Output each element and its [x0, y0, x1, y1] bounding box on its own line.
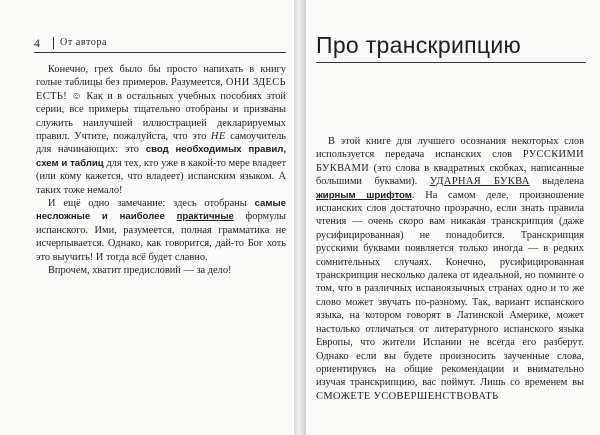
running-head-title: От автора: [60, 37, 108, 48]
text-run: . На самом деле, произношение испанских слов достаточно прозрачно, если знать правила чтения — очень скоро вам никакая транскрипция (даже русифицированная) не понадобится. Транскрипция русскими буквами появляется только иногда — в редких сомнительных случаях. Конечно, русифицированная транскрипция несколько далека от идеальной, но помните о том, что в различных испаноязычных странах одно и то же слово может звучать по-разному. Так, вариант испанского языка, на котором говорят в Латинской Америке, может настолько отличаться от литературного испанского языка Европы, что жители Испании не всегда его разберут. Однако если вы будете произносить заученные слова, ориентируясь на общие рекомендации и внимательно изучая транскрипцию, вас поймут. Лишь со временем вы: [316, 189, 584, 389]
running-head: [34, 36, 284, 52]
running-head-rule: [34, 52, 286, 53]
emphasis-text: ОНИ ЗДЕСЬ ЕСТЬ!: [36, 77, 286, 102]
text-run: самоучитель для начинающих: это: [36, 131, 286, 156]
text-run: выделена: [529, 176, 584, 188]
text-run: ☺ Как и в остальных учебных пособиях этой серии, все примеры тщательно отобраны и призваны служить наилучшей иллюстрацией декларируемых правил. Учтите, пожалуйста, что это: [36, 90, 286, 143]
bold-underlined-text: жирным шрифтом: [316, 189, 412, 201]
page-number: 4: [34, 36, 40, 50]
bold-text: свод необходимых правил, схем и таблиц: [36, 144, 286, 169]
text-run: (это слова в квадратных скобках, написанные большими буквами).: [316, 162, 584, 188]
text-run: формулы испанского. Ими, разумеется, полная грамматика не исчерпывается. Однако, как говорится, дай-то Бог хоть это выучить! И тогда всё будет славно.: [36, 211, 286, 263]
left-page-body: [36, 63, 286, 278]
paragraph: [36, 63, 286, 197]
emphasis-text: НЕ: [210, 131, 226, 143]
running-head-separator: [53, 37, 54, 49]
underlined-text: УДАРНАЯ БУКВА: [429, 176, 530, 188]
paragraph: Впрочем, хватит предисловий — за дело!: [48, 265, 232, 277]
bold-underlined-text: практичные: [176, 211, 234, 223]
text-run: И ещё одно замечание: здесь отобраны: [48, 198, 255, 210]
emphasis-text: СМОЖЕТЕ УСОВЕРШЕНСТВОВАТЬ: [316, 390, 499, 402]
book-gutter: [294, 0, 306, 435]
text-run: В этой книге для лучшего осознания некоторых слов используется передача испанских слов: [316, 136, 584, 161]
right-page-body: [316, 135, 584, 403]
paragraph: [36, 197, 286, 264]
emphasis-text: РУССКИМИ БУКВАМИ: [316, 149, 584, 174]
text-run: для тех, кто уже в какой-то мере владеет (или кому кажется, что владеет) испанским языком. А таких тоже немало!: [36, 157, 287, 196]
paragraph: [316, 135, 584, 403]
chapter-title: Про транскрипцию: [316, 32, 522, 58]
chapter-title-rule: [316, 62, 586, 63]
text-run: Конечно, грех было бы просто напихать в книгу голые таблицы без примеров. Разумеется,: [36, 64, 286, 89]
bold-text: самые несложные и наиболее: [36, 198, 286, 223]
